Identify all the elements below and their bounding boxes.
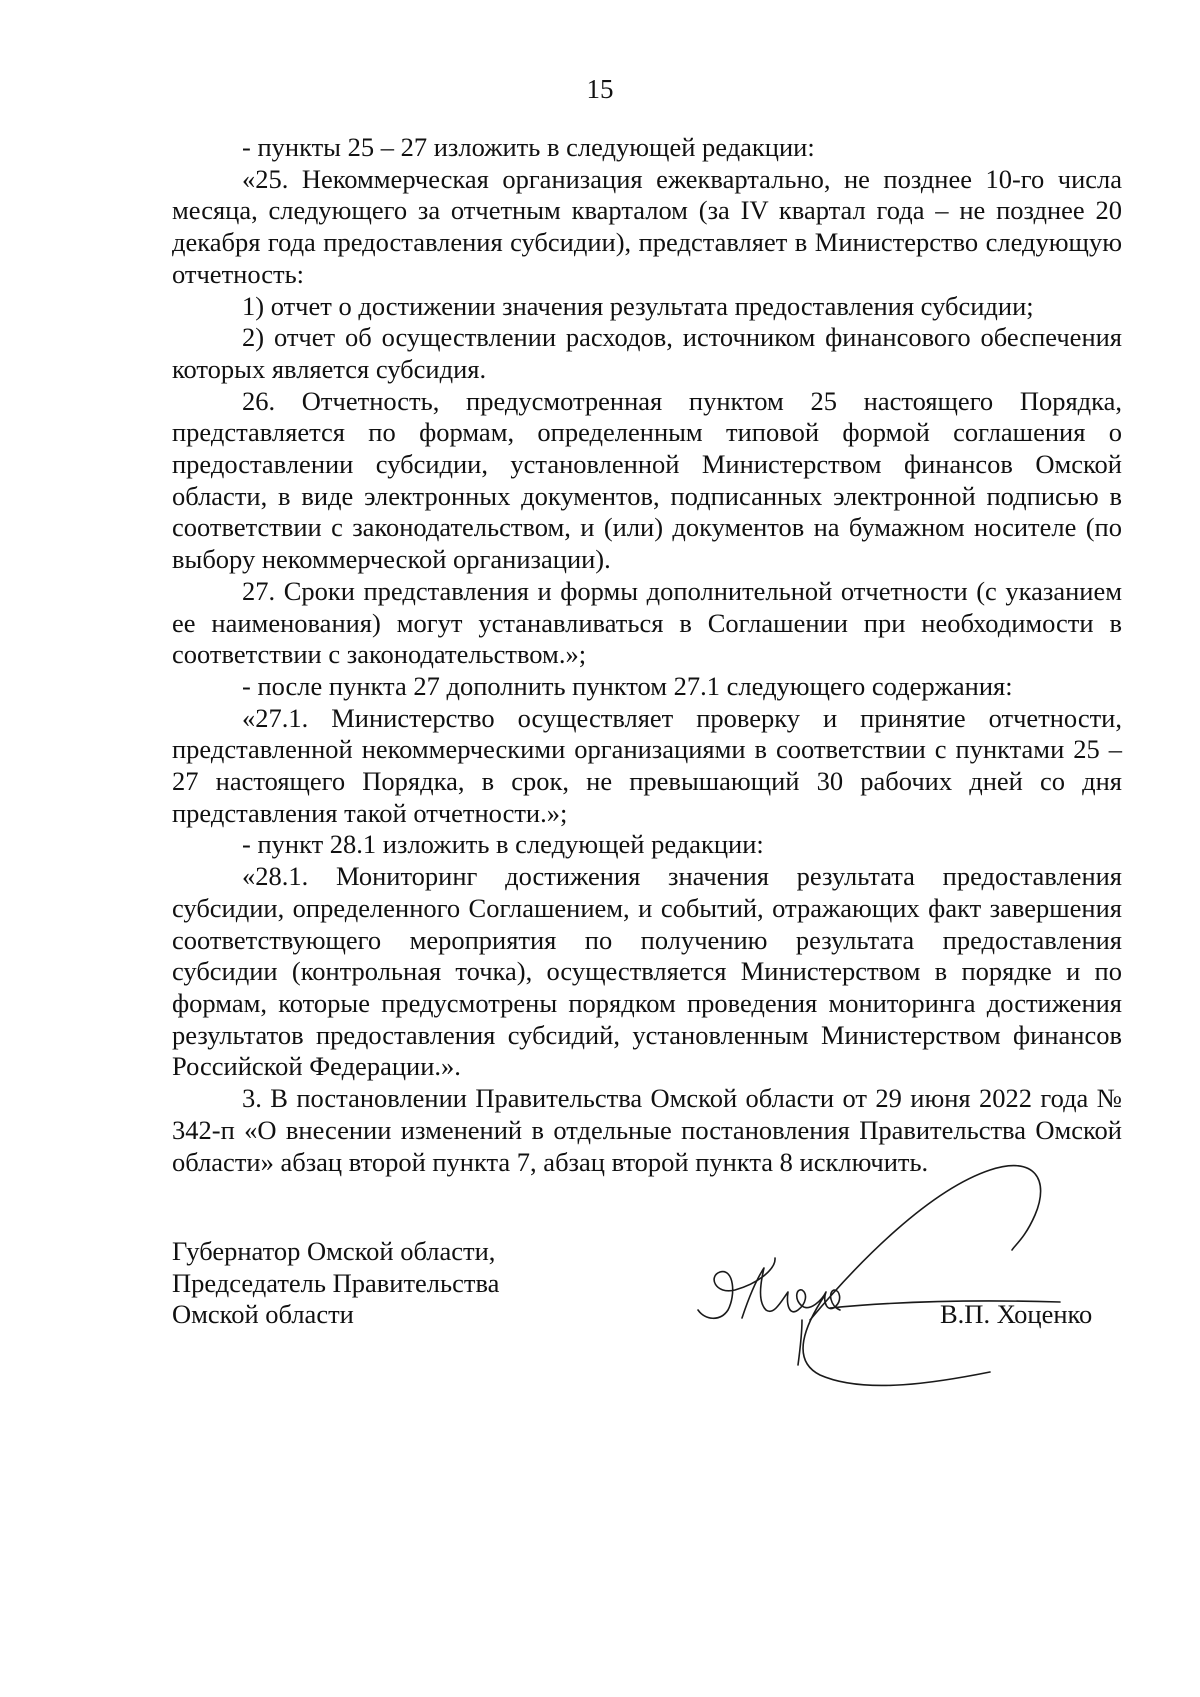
handwritten-signature xyxy=(690,1150,1140,1400)
paragraph-item-27-1: «27.1. Министерство осуществляет проверку и принятие отчетности, представленной некоммерческими организациями в соответствии с пунктами 25 – 27 настоящего Порядка, в срок, не превышающий 30 рабочих дней со дня представления такой отчетности.»; xyxy=(172,702,1122,828)
paragraph-section-3: 3. В постановлении Правительства Омской области от 29 июня 2022 года № 342-п «О внесении изменений в отдельные постановления Правительства Омской области» абзац второй пункта 7, абзац второй пункта 8 исключить. xyxy=(172,1083,1122,1177)
paragraph-amend-items-25-27: - пункты 25 – 27 изложить в следующей редакции: xyxy=(242,132,815,162)
signatory-title-line: Омской области xyxy=(172,1299,354,1330)
paragraph-amend-item-28-1: - пункт 28.1 изложить в следующей редакции: xyxy=(242,829,764,860)
signatory-title-line: Губернатор Омской области, xyxy=(172,1236,496,1266)
document-body xyxy=(172,132,1122,1178)
signatory-name: В.П. Хоценко xyxy=(940,1299,1093,1329)
signatory-title-block xyxy=(172,1236,499,1331)
paragraph-item-26: 26. Отчетность, предусмотренная пунктом 25 настоящего Порядка, представляется по формам, определенным типовой формой соглашения о предоставлении субсидии, установленной Министерством финансов Омской области, в виде электронных документов, подписанных электронной подписью в соответствии с законодательством, и (или) документов на бумажном носителе (по выбору некоммерческой организации). xyxy=(172,385,1122,575)
paragraph-item-28-1: «28.1. Мониторинг достижения значения результата предоставления субсидии, определенного Соглашением, и событий, отражающих факт завершения соответствующего мероприятия по получению результата предоставления субсидии (контрольная точка), осуществляется Министерством в порядке и по формам, которые предусмотрены порядком проведения мониторинга достижения результатов предоставления субсидий, установленным Министерством финансов Российской Федерации.». xyxy=(172,861,1122,1082)
page-number: 15 xyxy=(586,74,614,104)
paragraph-add-item-27-1: - после пункта 27 дополнить пунктом 27.1 следующего содержания: xyxy=(242,670,1013,701)
paragraph-item-25-sub-2: 2) отчет об осуществлении расходов, источником финансового обеспечения которых является субсидия. xyxy=(172,322,1122,384)
paragraph-item-25-sub-1: 1) отчет о достижении значения результата предоставления субсидии; xyxy=(242,290,1034,321)
signatory-title-line: Председатель Правительства xyxy=(172,1267,500,1298)
paragraph-item-27: 27. Сроки представления и формы дополнительной отчетности (с указанием ее наименования) могут устанавливаться в Соглашении при необходимости в соответствии с законодательством.»; xyxy=(172,575,1122,670)
paragraph-item-25: «25. Некоммерческая организация ежеквартально, не позднее 10-го числа месяца, следующего за отчетным кварталом (за IV квартал года – не позднее 20 декабря года предоставления субсидии), представляет в Министерство следующую отчетность: xyxy=(172,163,1122,289)
